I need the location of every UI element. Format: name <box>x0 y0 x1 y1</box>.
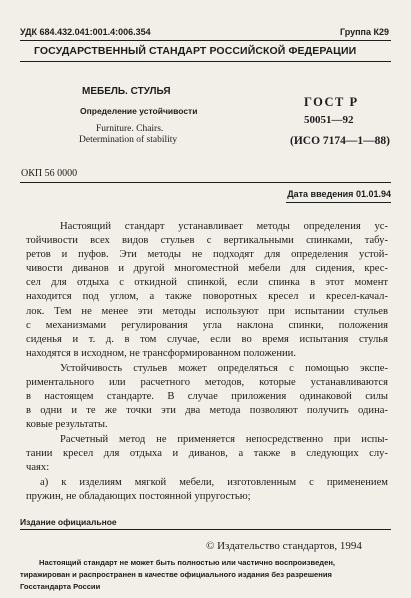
p1-line-4: чивости диванов и другой многоместной мебели для сидения, крес- <box>26 263 388 275</box>
p1-line-10: находятся в исходном, не трансформированном положении. <box>26 347 296 359</box>
doc-title: МЕБЕЛЬ. СТУЛЬЯ <box>82 86 171 97</box>
p2-line-3: в настоящем стандарте. В случае приложения одинаковой силы <box>26 391 388 403</box>
p1-line-9: сиденья и т. д. в том случае, если во время испытания стулья <box>26 333 388 345</box>
gost-label: ГОСТ Р <box>304 95 359 109</box>
group-code: Группа К29 <box>339 27 389 37</box>
doc-subtitle: Определение устойчивости <box>80 106 198 116</box>
p2-line-4: в одни и те же точки эти два метода позволяют получить одина- <box>26 405 388 417</box>
p1-line-6: находится под углом, а также поворотных кресел и кресел-качал- <box>26 291 388 303</box>
p1-line-7: лок. Тем не менее эти методы используют при испытании стульев <box>26 305 388 317</box>
intro-date <box>287 189 391 199</box>
p1-line-1: Настоящий стандарт устанавливает методы определения ус- <box>60 221 388 232</box>
copyright: © Издательство стандартов, 1994 <box>206 540 362 552</box>
p1-line-8: с механизмами регулирования угла наклона спинки, положения <box>26 319 388 331</box>
p1-line-5: сел для отдыха с откидной спинкой, если спинка в этот момент <box>26 277 388 289</box>
p2-line-5: ковые результаты. <box>26 419 108 431</box>
okp-code: ОКП 56 0000 <box>21 168 78 179</box>
doc-title-en-1: Furniture. Chairs. <box>96 124 164 134</box>
p3-line-1: Расчетный метод не применяется непосредственно при испы- <box>60 434 388 445</box>
reproduction-notice-2: тиражирован и распространен в качестве официального издания без разрешения <box>20 570 332 579</box>
header-rule-top <box>20 40 391 41</box>
footer-rule <box>20 529 391 530</box>
p1-line-2: тойчивости всех видов стульев с вертикальными спинками, табу- <box>26 235 388 247</box>
p2-line-1: Устойчивость стульев может определяться с помощью экспе- <box>60 363 388 374</box>
p3-line-2: тании кресел для отдыха и диванов, а также в следующих слу- <box>26 448 388 460</box>
title-rule <box>20 182 391 183</box>
iso-reference: (ИСО 7174—1—88) <box>290 135 390 147</box>
p3-line-3: чаях: <box>26 462 50 474</box>
header-rule-bottom <box>20 61 391 62</box>
p4-line-2: пружин, не обладающих постоянной упругостью; <box>26 491 251 503</box>
agency-title: ГОСУДАРСТВЕННЫЙ СТАНДАРТ РОССИЙСКОЙ ФЕДЕРАЦИИ <box>34 45 357 57</box>
paragraph-4 <box>26 476 388 504</box>
intro-date-rule <box>286 202 391 203</box>
p4-line-1: а) к изделиям мягкой мебели, изготовленным с применением <box>40 477 388 488</box>
udk-code: УДК 684.432.041:001.4:006.354 <box>20 27 151 37</box>
intro-date-value: 01.01.94 <box>355 189 391 199</box>
paragraph-2 <box>26 362 388 432</box>
paragraph-3 <box>26 433 388 475</box>
doc-title-en-2: Determination of stability <box>79 135 178 145</box>
intro-date-label: Дата введения <box>287 189 354 199</box>
reproduction-notice-1: Настоящий стандарт не может быть полностью или частично воспроизведен, <box>39 558 336 567</box>
p2-line-2: риментального или расчетного методов, которые устанавливаются <box>26 377 388 389</box>
reproduction-notice-3: Госстандарта России <box>20 582 101 591</box>
p1-line-3: ретов и пуфов. Эти методы не подходят для определения устой- <box>26 249 388 261</box>
official-edition: Издание официальное <box>20 517 117 527</box>
paragraph-1 <box>26 220 388 361</box>
gost-number: 50051—92 <box>304 114 354 126</box>
